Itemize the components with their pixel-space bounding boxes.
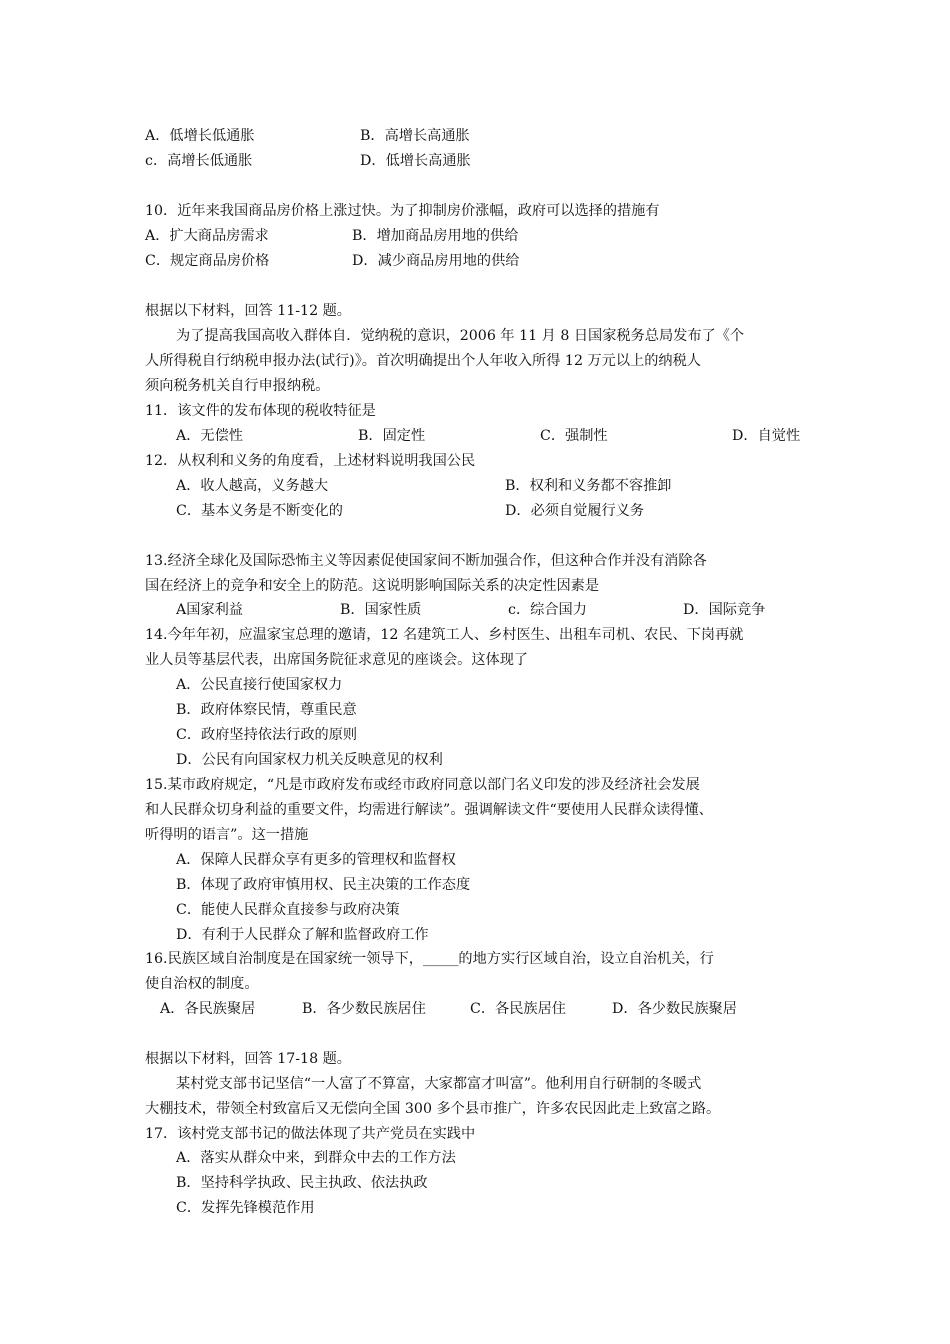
q16-option-d: D．各少数民族聚居: [612, 1001, 737, 1017]
q9-option-b: B．高增长高通胀: [360, 128, 470, 144]
q17-option-c: C．发挥先锋模范作用: [176, 1200, 315, 1216]
q14-stem-line-2: 业人员等基层代表，出席国务院征求意见的座谈会。这体现了: [145, 652, 529, 668]
q11-stem: 11．该文件的发布体现的税收特征是: [145, 403, 376, 419]
q10-option-c: C．规定商品房价格: [145, 253, 270, 269]
material-11-12-line-1: 为了提高我国高收入群体自．觉纳税的意识，2006 年 11 月 8 日国家税务总局发布了《个: [176, 328, 745, 344]
q10-stem: 10．近年来我国商品房价格上涨过快。为了抑制房价涨幅，政府可以选择的措施有: [145, 203, 660, 219]
q16-option-c: C．各民族居住: [470, 1001, 566, 1017]
material-11-12-line-2: 人所得税自行纳税申报办法(试行)》。首次明确提出个人年收入所得 12 万元以上的纳税人: [145, 353, 701, 369]
q9-option-c: c．高增长低通胀: [145, 153, 253, 169]
q10-option-b: B．增加商品房用地的供给: [352, 228, 519, 244]
q14-option-a: A．公民直接行使国家权力: [176, 677, 343, 693]
q15-stem-line-2: 和人民群众切身利益的重要文件，均需进行解读”。强调解读文件“要使用人民群众读得懂、: [145, 802, 713, 818]
q14-option-d: D．公民有向国家权力机关反映意见的权利: [176, 752, 443, 768]
q15-option-d: D．有利于人民群众了解和监督政府工作: [176, 927, 429, 943]
q9-option-d: D．低增长高通胀: [360, 153, 471, 169]
q14-option-c: C．政府坚持依法行政的原则: [176, 727, 358, 743]
q11-option-a: A．无偿性: [176, 428, 243, 444]
q16-option-b: B．各少数民族居住: [302, 1001, 426, 1017]
q11-option-c: C．强制性: [540, 428, 608, 444]
q15-stem-line-3: 听得明的语言”。这一措施: [145, 827, 309, 843]
q15-stem-line-1: 15.某市政府规定，“凡是市政府发布或经市政府同意以部门名义印发的涉及经济社会发展: [145, 777, 700, 793]
q12-option-b: B．权利和义务都不容推卸: [505, 478, 672, 494]
q17-stem: 17．该村党支部书记的做法体现了共产党员在实践中: [145, 1126, 476, 1142]
q16-stem-line-2: 使自治权的制度。: [145, 976, 259, 992]
material-11-12-line-3: 须向税务机关自行申报纳税。: [145, 378, 330, 394]
material-17-18-line-2: 大棚技术，带领全村致富后又无偿向全国 300 多个县市推广，许多农民因此走上致富之路。: [145, 1101, 721, 1117]
q11-option-d: D．自觉性: [732, 428, 801, 444]
q10-option-d: D．减少商品房用地的供给: [352, 253, 520, 269]
q10-option-a: A．扩大商品房需求: [145, 228, 269, 244]
q13-option-d: D．国际竞争: [683, 602, 766, 618]
q15-option-c: C．能使人民群众直接参与政府决策: [176, 902, 400, 918]
q13-option-a: A国家利益: [176, 602, 243, 618]
material-11-12-intro: 根据以下材料，回答 11-12 题。: [145, 303, 351, 319]
q16-stem-line-1: 16.民族区域自治制度是在国家统一领导下，_____的地方实行区域自治，设立自治机关，行: [145, 951, 714, 967]
q17-option-a: A．落实从群众中来，到群众中去的工作方法: [176, 1150, 456, 1166]
material-17-18-line-1: 某村党支部书记坚信“一人富了不算富，大家都富才叫富”。他利用自行研制的冬暖式: [176, 1076, 702, 1092]
q17-option-b: B．坚持科学执政、民主执政、依法执政: [176, 1175, 428, 1191]
material-17-18-intro: 根据以下材料，回答 17-18 题。: [145, 1051, 351, 1067]
q12-stem: 12．从权利和义务的角度看，上述材料说明我国公民: [145, 453, 476, 469]
q12-option-c: C．基本义务是不断变化的: [176, 503, 343, 519]
q13-option-b: B．国家性质: [340, 602, 422, 618]
q15-option-b: B．体现了政府审慎用权、民主决策的工作态度: [176, 877, 471, 893]
q15-option-a: A．保障人民群众享有更多的管理权和监督权: [176, 852, 456, 868]
q14-option-b: B．政府体察民情，尊重民意: [176, 702, 357, 718]
q13-stem-line-1: 13.经济全球化及国际恐怖主义等因素促使国家间不断加强合作，但这种合作并没有消除各: [145, 553, 707, 569]
q12-option-a: A．收人越高，义务越大: [176, 478, 329, 494]
q12-option-d: D．必须自觉履行义务: [505, 503, 645, 519]
q11-option-b: B．固定性: [358, 428, 426, 444]
q16-option-a: A．各民族聚居: [160, 1001, 256, 1017]
q13-option-c: c．综合国力: [508, 602, 587, 618]
q14-stem-line-1: 14.今年年初，应温家宝总理的邀请，12 名建筑工人、乡村医生、出租车司机、农民、下岗再就: [145, 627, 744, 643]
q13-stem-line-2: 国在经济上的竞争和安全上的防范。这说明影响国际关系的决定性因素是: [145, 578, 600, 594]
q9-option-a: A．低增长低通胀: [145, 128, 255, 144]
